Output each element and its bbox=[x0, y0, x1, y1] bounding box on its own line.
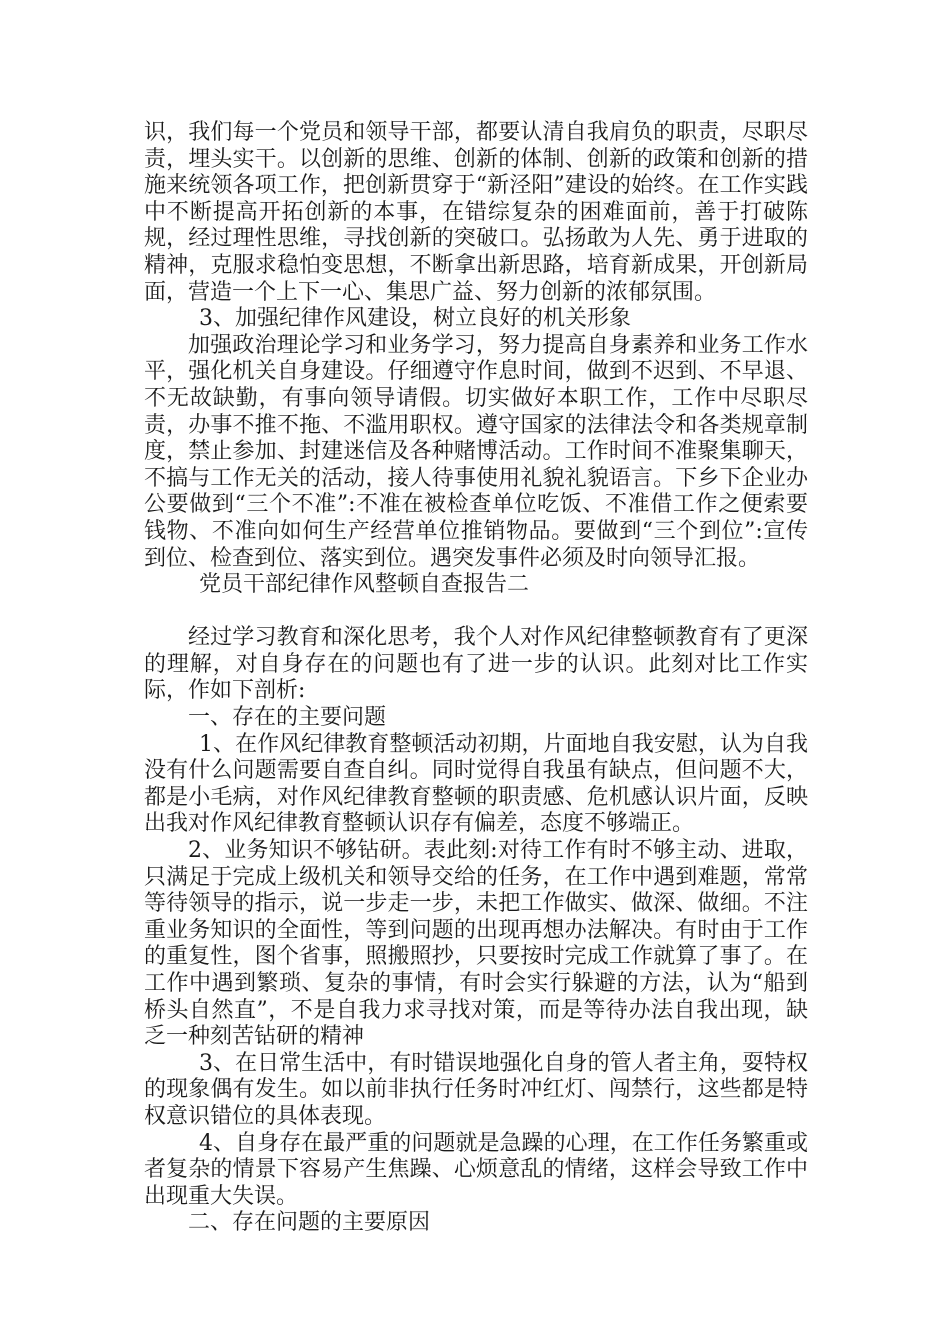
paragraph-problem-1: 1、在作风纪律教育整顿活动初期，片面地自我安慰，认为自我没有什么问题需要自查自纠。同时觉得自我虽有缺点，但问题不大，都是小毛病，对作风纪律教育整顿的职责感、危机感认识片面，反映出我对作风纪律教育整顿认识存有偏差，态度不够端正。 bbox=[144, 731, 808, 837]
paragraph-intro: 经过学习教育和深化思考，我个人对作风纪律整顿教育有了更深的理解，对自身存在的问题也有了进一步的认识。此刻对比工作实际，作如下剖析: bbox=[144, 625, 808, 704]
document-page bbox=[144, 120, 808, 1237]
section-heading-discipline: 3、加强纪律作风建设，树立良好的机关形象 bbox=[199, 306, 631, 332]
section-heading-problems: 一、存在的主要问题 bbox=[188, 705, 387, 731]
paragraph-problem-3: 3、在日常生活中，有时错误地强化自身的管人者主角，耍特权的现象偶有发生。如以前非执行任务时冲红灯、闯禁行，这些都是特权意识错位的具体表现。 bbox=[144, 1050, 808, 1129]
paragraph-innovation: 识，我们每一个党员和领导干部，都要认清自我肩负的职责，尽职尽责，埋头实干。以创新的思维、创新的体制、创新的政策和创新的措施来统领各项工作，把创新贯穿于“新泾阳”建设的始终。在工作实践中不断提高开拓创新的本事，在错综复杂的困难面前，善于打破陈规，经过理性思维，寻找创新的突破口。弘扬敢为人先、勇于进取的精神，克服求稳怕变思想，不断拿出新思路，培育新成果，开创新局面，营造一个上下一心、集思广益、努力创新的浓郁氛围。 bbox=[144, 120, 808, 305]
paragraph-problem-4: 4、自身存在最严重的问题就是急躁的心理，在工作任务繁重或者复杂的情景下容易产生焦躁、心烦意乱的情绪，这样会导致工作中出现重大失误。 bbox=[144, 1130, 808, 1209]
paragraph-discipline: 加强政治理论学习和业务学习，努力提高自身素养和业务工作水平，强化机关自身建设。仔细遵守作息时间，做到不迟到、不早退、不无故缺勤，有事向领导请假。切实做好本职工作，工作中尽职尽责，办事不推不拖、不滥用职权。遵守国家的法律法令和各类规章制度，禁止参加、封建迷信及各种赌博活动。工作时间不准聚集聊天，不搞与工作无关的活动，接人待事使用礼貌礼貌语言。下乡下企业办公要做到“三个不准”:不准在被检查单位吃饭、不准借工作之便索要钱物、不准向如何生产经营单位推销物品。要做到“三个到位”:宣传到位、检查到位、落实到位。遇突发事件必须及时向领导汇报。 bbox=[144, 332, 808, 571]
blank-line bbox=[144, 599, 808, 626]
section-heading-causes: 二、存在问题的主要原因 bbox=[188, 1210, 431, 1236]
paragraph-problem-2: 2、业务知识不够钻研。表此刻:对待工作有时不够主动、进取，只满足于完成上级机关和领导交给的任务，在工作中遇到难题，常常等待领导的指示，说一步走一步，未把工作做实、做深、做细。不注重业务知识的全面性，等到问题的出现再想办法解决。有时由于工作的重复性，图个省事，照搬照抄，只要按时完成工作就算了事了。在工作中遇到繁琐、复杂的事情，有时会实行躲避的方法，认为“船到桥头自然直”，不是自我力求寻找对策，而是等待办法自我出现，缺乏一种刻苦钻研的精神 bbox=[144, 838, 808, 1050]
report-title: 党员干部纪律作风整顿自查报告二 bbox=[199, 572, 530, 598]
